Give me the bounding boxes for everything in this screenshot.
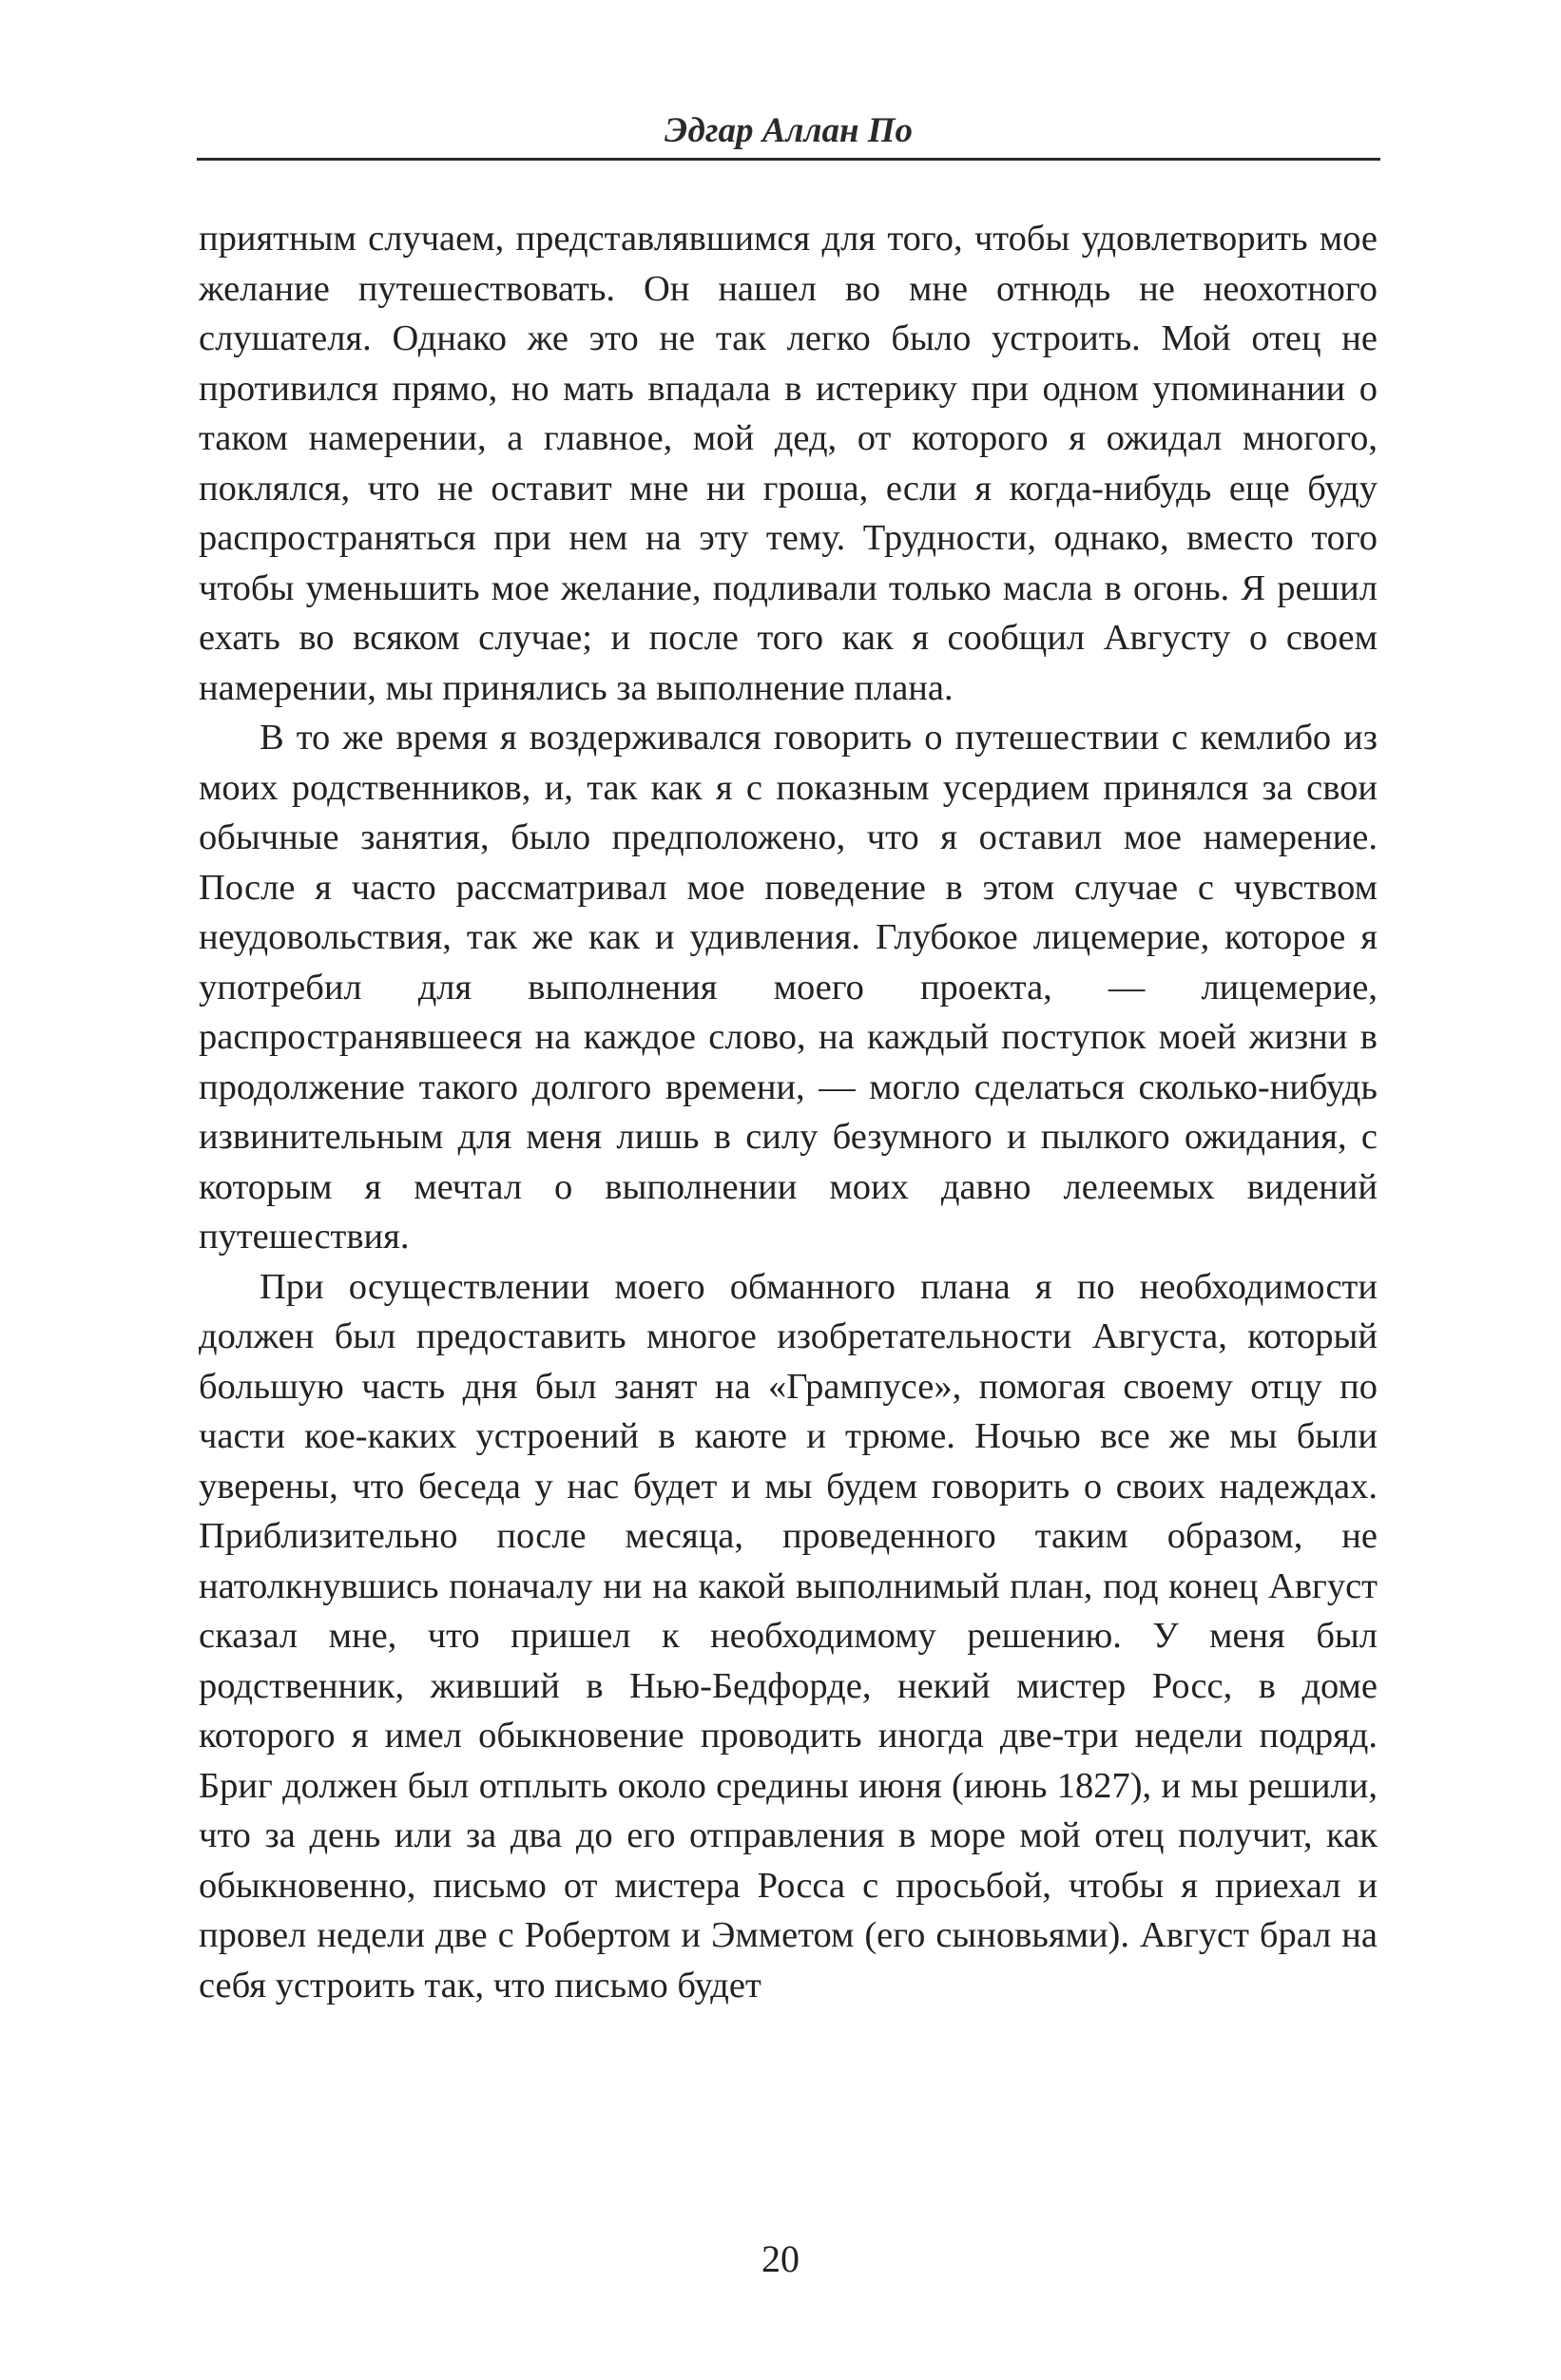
paragraph-2: В то же время я воздерживался говорить о путешествии с кемлибо из моих родственников, и, так как я с показным усердием принялся за свои обычные занятия, было предположено, что я оставил мое намерение. После я часто рассматривал мое поведение в этом случае с чувством неудовольствия, так же как и удивления. Глубокое лицемерие, которое я употребил для выполнения моего проекта, — лицемерие, распространявшееся на каждое слово, на каждый поступок моей жизни в продолжение такого долгого времени, — могло сделаться сколько-нибудь извинительным для меня лишь в силу безумного и пылкого ожидания, с которым я мечтал о выполнении моих давно лелеемых видений путешествия. bbox=[199, 718, 1378, 1257]
page-number: 20 bbox=[761, 2237, 800, 2280]
running-title: Эдгар Аллан По bbox=[664, 111, 914, 150]
header-rule bbox=[197, 158, 1380, 161]
body-text bbox=[199, 214, 1378, 2010]
paragraph-3: При осуществлении моего обманного плана я по необходимости должен был предоставить многое изобретательности Августа, который большую часть дня был занят на «Грампусе», помогая своему отцу по части кое-каких устроений в каюте и трюме. Ночью все же мы были уверены, что беседа у нас будет и мы будем говорить о своих надеждах. Приблизительно после месяца, проведенного таким образом, не натолкнувшись поначалу ни на какой выполнимый план, под конец Август сказал мне, что пришел к необходимому решению. У меня был родственник, живший в Нью-Бедфорде, некий мистер Росс, в доме которого я имел обыкновение проводить иногда две-три недели подряд. Бриг должен был отплыть около средины июня (июнь 1827), и мы решили, что за день или за два до его отправления в море мой отец получит, как обыкновенно, письмо от мистера Росса с просьбой, чтобы я приехал и провел недели две с Робертом и Эмметом (его сыновьями). Август брал на себя устроить так, что письмо будет bbox=[199, 1266, 1378, 2006]
page-header bbox=[197, 103, 1380, 160]
paragraph-1: приятным случаем, представлявшимся для того, чтобы удовлетворить мое желание путешествовать. Он нашел во мне отнюдь не неохотного слушателя. Однако же это не так легко было устроить. Мой отец не противился прямо, но мать впадала в истерику при одном упоминании о таком намерении, а главное, мой дед, от которого я ожидал многого, поклялся, что не оставит мне ни гроша, если я когда-нибудь еще буду распространяться при нем на эту тему. Трудности, однако, вместо того чтобы уменьшить мое желание, подливали только масла в огонь. Я решил ехать во всяком случае; и после того как я сообщил Августу о своем намерении, мы принялись за выполнение плана. bbox=[199, 219, 1378, 708]
